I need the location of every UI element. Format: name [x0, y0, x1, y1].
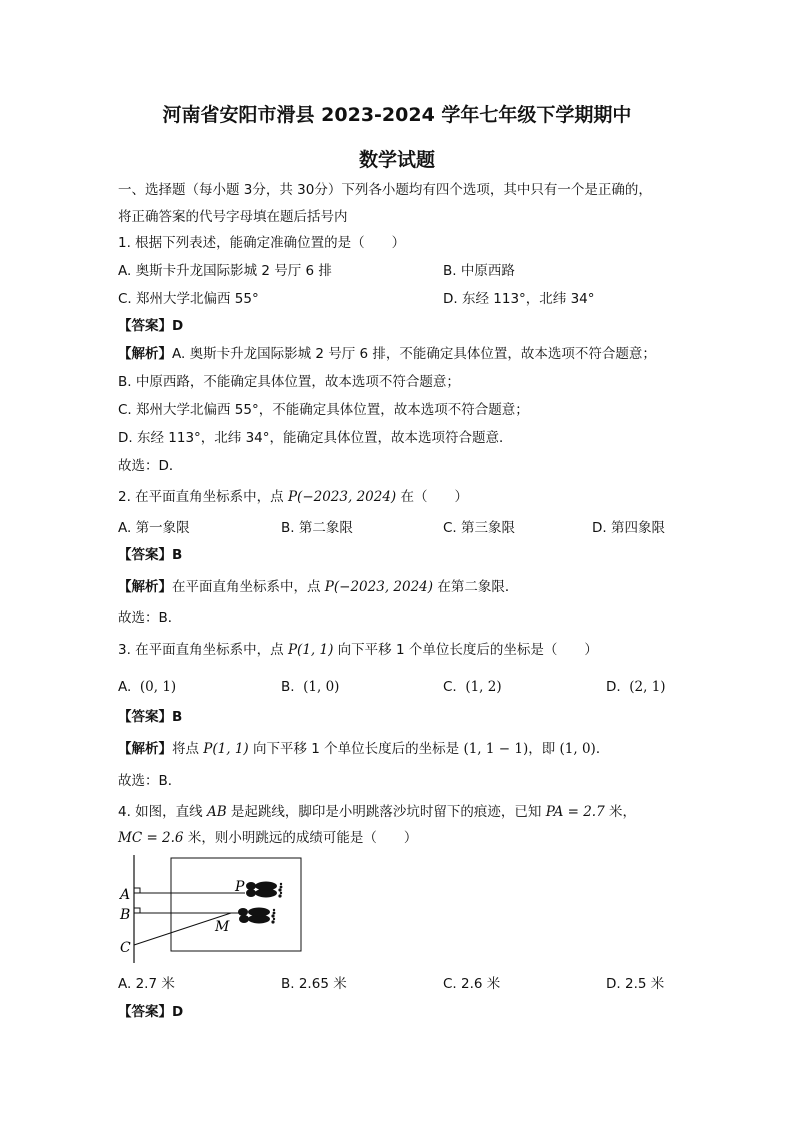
q4-pa: PA = 2.7 [545, 804, 605, 820]
label-b: B [120, 907, 131, 923]
q3-analysis-mid2: ，即 [528, 741, 560, 757]
q2-option-a: A. 第一象限 [118, 520, 190, 536]
option-value: (2, 1) [629, 679, 666, 695]
option-value: (1, 2) [465, 679, 502, 695]
q1-option-c: C. 郑州大学北偏西 55° [118, 291, 259, 307]
q1-stem: 1. 根据下列表述，能确定准确位置的是（ ） [118, 235, 406, 251]
option-letter: C. [443, 679, 457, 695]
sand-pit-box [171, 858, 301, 951]
option-letter: B. [281, 679, 295, 695]
q3-analysis [118, 740, 609, 758]
q3-stem-pre: 3. 在平面直角坐标系中，点 [118, 642, 288, 658]
q2-conclusion: 故选：B． [118, 610, 182, 626]
q1-analysis-4: D. 东经 113°，北纬 34°，能确定具体位置，故本选项符合题意． [118, 430, 513, 446]
label-a: A [120, 887, 131, 903]
option-value: (0, 1) [139, 679, 177, 695]
q4-mc: MC = 2.6 [118, 830, 184, 846]
option-letter: A. [118, 679, 132, 695]
section-header: 一、选择题（每小题 3分，共 30分）下列各小题均有四个选项，其中只有一个是正确的， [118, 182, 652, 198]
q4-answer: 【答案】D [118, 1004, 184, 1020]
q3-stem [118, 641, 598, 659]
q1-answer: 【答案】D [118, 318, 184, 334]
q3-conclusion: 故选：B． [118, 773, 182, 789]
q1-option-d: D. 东经 113°，北纬 34° [443, 291, 595, 307]
q2-option-b: B. 第二象限 [281, 520, 353, 536]
long-jump-figure [115, 855, 310, 967]
footprint-lower-icon [238, 908, 275, 924]
q3-option-d [606, 678, 666, 696]
q4-stem2-post: 米，则小明跳远的成绩可能是（ ） [183, 830, 418, 846]
q1-conclusion: 故选：D． [118, 458, 183, 474]
q2-analysis-post: 在第二象限． [433, 579, 519, 595]
q1-option-b: B. 中原西路 [443, 263, 515, 279]
q4-line-ab: AB [206, 804, 227, 820]
q4-option-c: C. 2.6 米 [443, 976, 501, 992]
q3-analysis-mid: 向下平移 1 个单位长度后的坐标是 [248, 741, 464, 757]
analysis-label: 【解析】 [118, 579, 172, 595]
q3-analysis-point: P(1, 1) [203, 741, 249, 757]
q2-stem [118, 488, 468, 506]
page-subtitle: 数学试题 [358, 149, 435, 171]
q3-option-c [443, 678, 502, 696]
q2-option-d: D. 第四象限 [592, 520, 665, 536]
q2-analysis [118, 578, 518, 596]
q2-answer: 【答案】B [118, 547, 183, 563]
q3-analysis-post: ． [595, 741, 610, 757]
q3-analysis-pre: 将点 [172, 741, 204, 757]
q1-analysis-2: B. 中原西路，不能确定具体位置，故本选项不符合题意； [118, 374, 460, 390]
analysis-label: 【解析】 [118, 741, 172, 757]
right-angle-mark-a [134, 888, 140, 893]
q2-option-c: C. 第三象限 [443, 520, 516, 536]
q4-stem-pre: 4. 如图，直线 [118, 804, 207, 820]
section-header-line2: 将正确答案的代号字母填在题后括号内 [118, 209, 348, 225]
q4-stem-mid: 是起跳线，脚印是小明跳落沙坑时留下的痕迹，已知 [226, 804, 546, 820]
q3-analysis-coord: (1, 1 − 1) [463, 741, 529, 757]
q3-analysis-result: (1, 0) [559, 741, 596, 757]
label-p: P [235, 879, 245, 895]
option-letter: D. [606, 679, 621, 695]
analysis-label: 【解析】 [118, 346, 172, 362]
page-title: 河南省安阳市滑县 2023-2024 学年七年级下学期期中 [162, 104, 632, 126]
q2-analysis-pre: 在平面直角坐标系中，点 [172, 579, 325, 595]
q1-analysis-3: C. 郑州大学北偏西 55°，不能确定具体位置，故本选项不符合题意； [118, 402, 529, 418]
q3-point: P(1, 1) [287, 642, 334, 658]
right-angle-mark-b [134, 908, 140, 913]
q2-point: P(−2023, 2024) [287, 489, 397, 505]
q4-stem-line2 [118, 829, 417, 847]
q1-analysis-1 [118, 345, 656, 363]
q2-stem-pre: 2. 在平面直角坐标系中，点 [118, 489, 288, 505]
analysis-text: A. 奥斯卡升龙国际影城 2 号厅 6 排，不能确定具体位置，故本选项不符合题意； [172, 346, 656, 362]
q4-stem-line1 [118, 803, 636, 821]
q2-analysis-point: P(−2023, 2024) [324, 579, 434, 595]
option-value: (1, 0) [303, 679, 340, 695]
q3-option-b [281, 678, 339, 696]
label-c: C [120, 940, 131, 956]
q3-answer: 【答案】B [118, 709, 183, 725]
q1-option-a: A. 奥斯卡升龙国际影城 2 号厅 6 排 [118, 263, 332, 279]
footprint-upper-icon [246, 882, 282, 898]
q2-stem-post: 在（ ） [396, 489, 468, 505]
q4-option-a: A. 2.7 米 [118, 976, 175, 992]
q3-stem-post: 向下平移 1 个单位长度后的坐标是（ ） [333, 642, 598, 658]
q4-stem-post: 米， [604, 804, 636, 820]
label-m: M [215, 919, 230, 935]
q3-option-a [118, 678, 176, 696]
q4-option-b: B. 2.65 米 [281, 976, 347, 992]
q4-option-d: D. 2.5 米 [606, 976, 665, 992]
